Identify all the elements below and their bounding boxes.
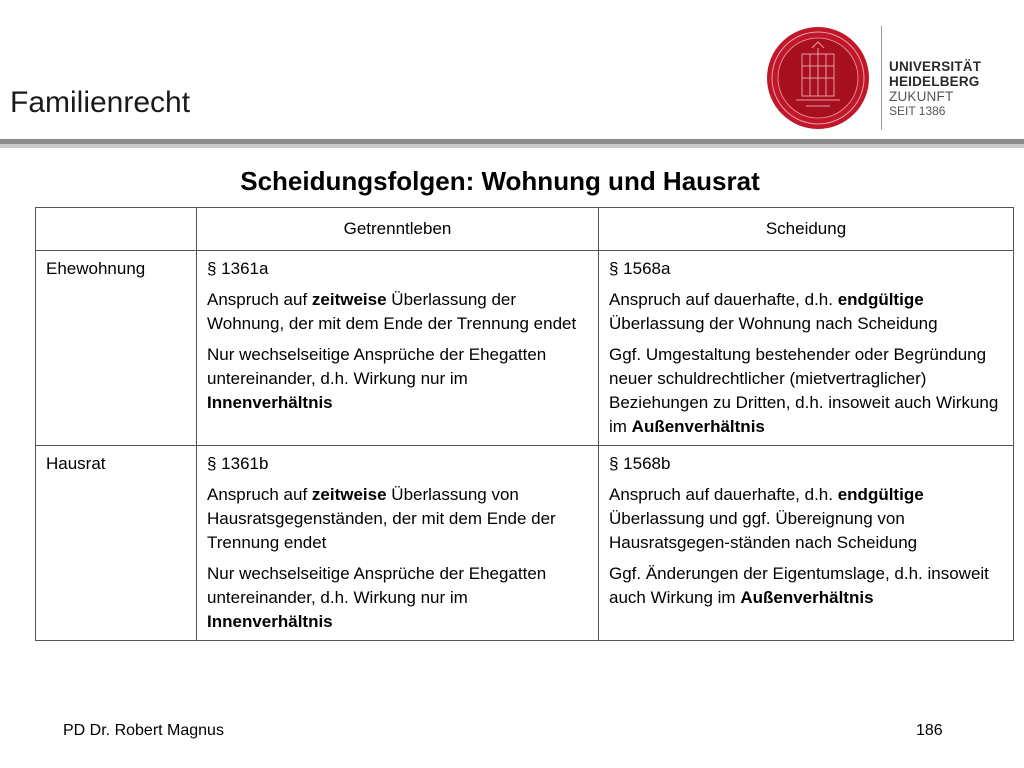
footer-page-number: 186 — [916, 722, 943, 739]
cell-getrenntleben — [197, 446, 599, 641]
table-row — [36, 446, 1014, 641]
university-seal-icon — [766, 26, 870, 130]
paragraph-reference: § 1361b — [207, 454, 269, 473]
cell-scheidung — [599, 446, 1014, 641]
logo-line-4: SEIT 1386 — [889, 104, 946, 118]
cell-paragraph: Nur wechselseitige Ansprüche der Ehegatten untereinander, d.h. Wirkung nur im Innenverhältnis — [207, 564, 547, 631]
cell-paragraph: Ggf. Änderungen der Eigentumslage, d.h. insoweit auch Wirkung im Außenverhältnis — [609, 564, 989, 607]
university-logo-text — [889, 59, 981, 119]
footer-author: PD Dr. Robert Magnus — [63, 722, 224, 739]
table-header-scheidung: Scheidung — [599, 208, 1014, 251]
header-title: Familienrecht — [10, 86, 191, 119]
table-header-empty — [36, 208, 197, 251]
slide-title: Scheidungsfolgen: Wohnung und Hausrat — [240, 166, 760, 196]
logo-line-1: UNIVERSITÄT — [889, 59, 982, 74]
table-row — [36, 251, 1014, 446]
cell-paragraph: Nur wechselseitige Ansprüche der Ehegatten untereinander, d.h. Wirkung nur im Innenverhältnis — [207, 345, 547, 412]
row-label: Ehewohnung — [36, 251, 197, 446]
row-label: Hausrat — [36, 446, 197, 641]
logo-line-3: ZUKUNFT — [889, 89, 954, 104]
table-header-getrenntleben: Getrenntleben — [197, 208, 599, 251]
cell-scheidung — [599, 251, 1014, 446]
cell-paragraph: Anspruch auf dauerhafte, d.h. endgültige Überlassung der Wohnung nach Scheidung — [609, 290, 938, 333]
cell-getrenntleben — [197, 251, 599, 446]
cell-paragraph: Anspruch auf zeitweise Überlassung der Wohnung, der mit dem Ende der Trennung endet — [207, 290, 577, 333]
comparison-table — [35, 207, 1014, 641]
cell-paragraph: Ggf. Umgestaltung bestehender oder Begründung neuer schuldrechtlicher (mietvertraglicher) Beziehungen zu Dritten, d.h. insoweit auch Wirkung im Außenverhältnis — [609, 345, 999, 436]
logo-divider — [881, 26, 882, 130]
paragraph-reference: § 1568b — [609, 454, 671, 473]
cell-paragraph: Anspruch auf dauerhafte, d.h. endgültige Überlassung und ggf. Übereignung von Hausratsgegen-ständen nach Scheidung — [609, 485, 924, 552]
cell-paragraph: Anspruch auf zeitweise Überlassung von Hausratsgegenständen, der mit dem Ende der Trennung endet — [207, 485, 556, 552]
header-rule-light — [0, 144, 1024, 148]
logo-line-2: HEIDELBERG — [889, 74, 980, 89]
table-header-row — [36, 208, 1014, 251]
paragraph-reference: § 1361a — [207, 259, 269, 278]
paragraph-reference: § 1568a — [609, 259, 671, 278]
